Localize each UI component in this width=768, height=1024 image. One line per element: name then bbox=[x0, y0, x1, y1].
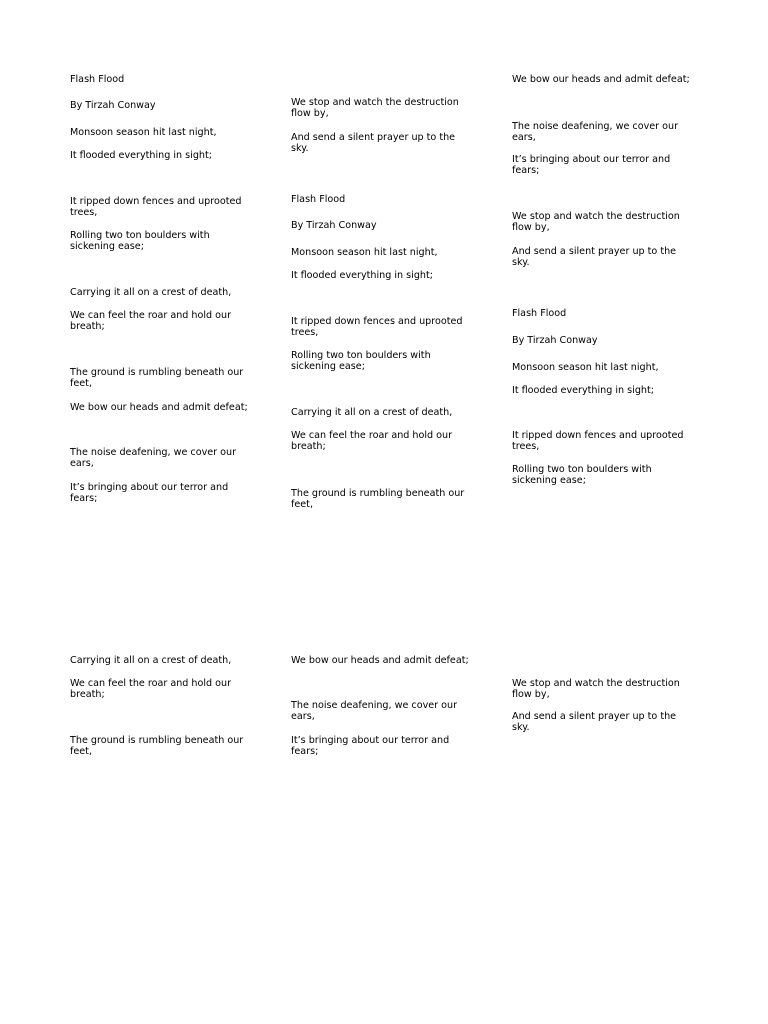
poem-author: By Tirzah Conway bbox=[70, 100, 156, 111]
poem-line: Carrying it all on a crest of death, bbox=[70, 287, 232, 298]
poem-author: By Tirzah Conway bbox=[512, 335, 598, 346]
poem-line: Rolling two ton boulders with sickening ease; bbox=[512, 464, 652, 486]
poem-line: And send a silent prayer up to the sky. bbox=[512, 246, 677, 268]
poem-line: We can feel the roar and hold our breath; bbox=[70, 310, 232, 332]
poem-line: The ground is rumbling beneath our feet, bbox=[70, 735, 244, 757]
poem-line: We stop and watch the destruction flow by, bbox=[512, 678, 680, 700]
poem-line: It ripped down fences and uprooted trees, bbox=[291, 316, 463, 338]
poem-line: And send a silent prayer up to the sky. bbox=[512, 711, 677, 733]
poem-line: We can feel the roar and hold our breath; bbox=[70, 678, 232, 700]
poem-title: Flash Flood bbox=[70, 74, 125, 85]
poem-line: Monsoon season hit last night, bbox=[512, 362, 659, 373]
poem-line: Carrying it all on a crest of death, bbox=[70, 655, 232, 666]
poem-line: Rolling two ton boulders with sickening ease; bbox=[291, 350, 431, 372]
poem-line: It flooded everything in sight; bbox=[70, 150, 213, 161]
poem-line: We bow our heads and admit defeat; bbox=[512, 74, 690, 85]
poem-line: It flooded everything in sight; bbox=[512, 385, 655, 396]
poem-line: We stop and watch the destruction flow by, bbox=[291, 97, 459, 119]
poem-line: We stop and watch the destruction flow by, bbox=[512, 211, 680, 233]
poem-line: Rolling two ton boulders with sickening ease; bbox=[70, 230, 210, 252]
poem-line: We bow our heads and admit defeat; bbox=[291, 655, 469, 666]
poem-title: Flash Flood bbox=[512, 308, 567, 319]
poem-line: It flooded everything in sight; bbox=[291, 270, 434, 281]
poem-line: The ground is rumbling beneath our feet, bbox=[70, 367, 244, 389]
poem-line: We bow our heads and admit defeat; bbox=[70, 402, 248, 413]
poem-line: Monsoon season hit last night, bbox=[70, 127, 217, 138]
poem-line: The noise deafening, we cover our ears, bbox=[70, 447, 237, 469]
poem-title: Flash Flood bbox=[291, 194, 346, 205]
poem-author: By Tirzah Conway bbox=[291, 220, 377, 231]
poem-line: The ground is rumbling beneath our feet, bbox=[291, 488, 465, 510]
poem-line: The noise deafening, we cover our ears, bbox=[291, 700, 458, 722]
poem-line: It ripped down fences and uprooted trees, bbox=[70, 196, 242, 218]
poem-line: It’s bringing about our terror and fears; bbox=[291, 735, 450, 757]
poem-line: The noise deafening, we cover our ears, bbox=[512, 121, 679, 143]
poem-line: It’s bringing about our terror and fears; bbox=[512, 154, 671, 176]
poem-line: Monsoon season hit last night, bbox=[291, 247, 438, 258]
poem-line: It ripped down fences and uprooted trees, bbox=[512, 430, 684, 452]
poem-line: And send a silent prayer up to the sky. bbox=[291, 132, 456, 154]
poem-line: Carrying it all on a crest of death, bbox=[291, 407, 453, 418]
poem-line: It’s bringing about our terror and fears; bbox=[70, 482, 229, 504]
poem-line: We can feel the roar and hold our breath; bbox=[291, 430, 453, 452]
